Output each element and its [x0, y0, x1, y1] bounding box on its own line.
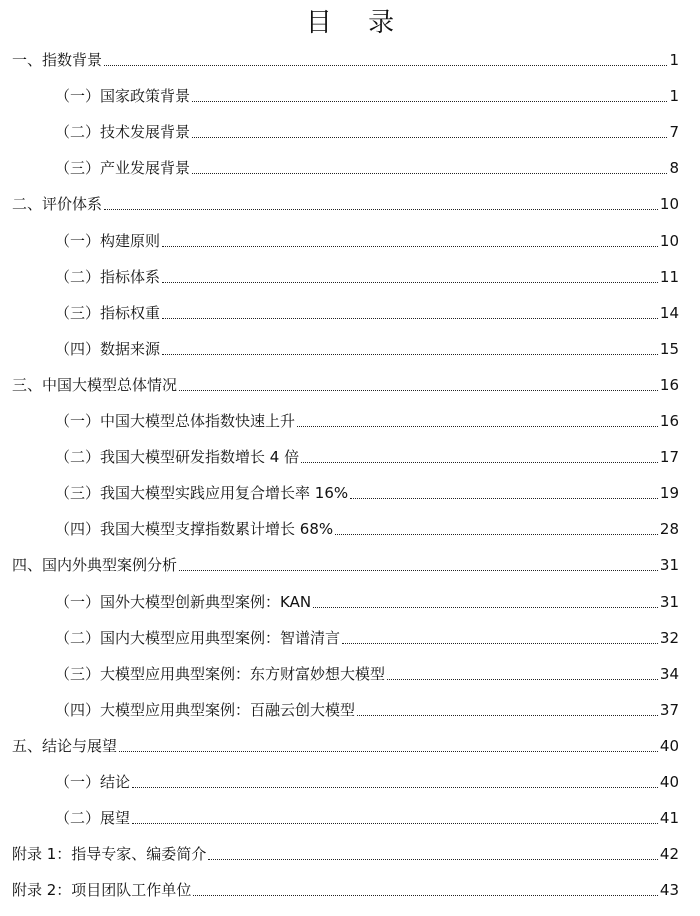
- toc-title: 目 录: [305, 8, 409, 38]
- toc-entry-label: （三）产业发展背景: [55, 159, 191, 178]
- toc-entry[interactable]: [0, 622, 700, 648]
- toc-entry[interactable]: [0, 838, 700, 864]
- toc-entry-label: 五、结论与展望: [12, 736, 118, 755]
- toc-entry-label: （四）我国大模型支撑指数累计增长 68%: [55, 520, 334, 539]
- toc-entry-label: 附录 2：项目团队工作单位: [12, 881, 192, 900]
- toc-page-number: 16: [659, 412, 679, 430]
- toc-page-number: 10: [659, 195, 679, 214]
- toc-page-number: 37: [659, 700, 679, 719]
- toc-entry-label: 一、指数背景: [12, 51, 103, 69]
- toc-page-number: 11: [659, 267, 679, 286]
- toc-page-number: 40: [659, 773, 679, 791]
- toc-entry[interactable]: [0, 152, 700, 178]
- toc-entry-label: （一）结论: [55, 773, 131, 791]
- toc-entry[interactable]: [0, 188, 700, 214]
- toc-page-number: 34: [659, 664, 679, 683]
- toc-page-number: 31: [659, 592, 679, 611]
- toc-entry-label: 二、评价体系: [12, 195, 103, 214]
- toc-page-number: 1: [669, 51, 679, 69]
- toc-entry[interactable]: [0, 694, 700, 720]
- toc-entry[interactable]: [0, 802, 700, 828]
- toc-page-number: 42: [659, 845, 679, 864]
- toc-entry[interactable]: [0, 586, 700, 612]
- toc-dot-leader: [208, 859, 658, 860]
- toc-dot-leader: [162, 354, 658, 355]
- toc-dot-leader: [193, 895, 658, 896]
- toc-entry-label: （四）大模型应用典型案例：百融云创大模型: [55, 700, 356, 719]
- toc-entry-label: （三）大模型应用典型案例：东方财富妙想大模型: [55, 664, 386, 683]
- toc-entry[interactable]: [0, 513, 700, 539]
- toc-dot-leader: [132, 787, 658, 788]
- toc-entry[interactable]: [0, 549, 700, 575]
- toc-entry[interactable]: [0, 441, 700, 467]
- toc-entry[interactable]: [0, 225, 700, 251]
- toc-dot-leader: [179, 570, 658, 571]
- toc-page-number: 28: [659, 520, 679, 539]
- toc-dot-leader: [350, 498, 658, 499]
- toc-page-number: 15: [659, 339, 679, 358]
- toc-entry-label: （一）国外大模型创新典型案例：KAN: [55, 592, 312, 611]
- toc-dot-leader: [162, 246, 658, 247]
- toc-entry[interactable]: [0, 658, 700, 684]
- toc-entry[interactable]: [0, 297, 700, 323]
- toc-page-number: 40: [659, 736, 679, 755]
- toc-entry-label: （一）中国大模型总体指数快速上升: [55, 412, 296, 430]
- toc-entry-label: （三）指标权重: [55, 303, 161, 322]
- toc-page-number: 7: [669, 123, 679, 142]
- toc-dot-leader: [335, 534, 658, 535]
- toc-page-number: 17: [659, 448, 679, 467]
- toc-entry-label: 四、国内外典型案例分析: [12, 556, 178, 575]
- toc-entry-label: （二）技术发展背景: [55, 123, 191, 142]
- toc-entry[interactable]: [0, 369, 700, 395]
- toc-entry[interactable]: [0, 116, 700, 142]
- toc-entry-label: （三）我国大模型实践应用复合增长率 16%: [55, 484, 349, 503]
- toc-dot-leader: [179, 390, 658, 391]
- toc-dot-leader: [104, 209, 658, 210]
- toc-page-number: 14: [659, 303, 679, 322]
- toc-dot-leader: [301, 462, 658, 463]
- toc-dot-leader: [162, 282, 658, 283]
- toc-entry[interactable]: [0, 333, 700, 359]
- toc-entry[interactable]: [0, 261, 700, 287]
- toc-page-number: 8: [669, 159, 679, 178]
- toc-dot-leader: [387, 679, 658, 680]
- toc-dot-leader: [313, 607, 658, 608]
- toc-dot-leader: [357, 715, 658, 716]
- toc-entry-label: （二）指标体系: [55, 267, 161, 286]
- toc-dot-leader: [297, 426, 658, 427]
- toc-dot-leader: [132, 823, 658, 824]
- toc-entry-label: （一）构建原则: [55, 231, 161, 250]
- toc-entry[interactable]: [0, 730, 700, 756]
- toc-dot-leader: [162, 318, 658, 319]
- toc-entry[interactable]: [0, 874, 700, 900]
- toc-entry-label: （一）国家政策背景: [55, 87, 191, 106]
- toc-entry-label: （二）展望: [55, 809, 131, 828]
- toc-dot-leader: [192, 173, 667, 174]
- toc-entry[interactable]: [0, 766, 700, 792]
- toc-page-number: 10: [659, 231, 679, 250]
- toc-entry-label: （四）数据来源: [55, 339, 161, 358]
- toc-page-number: 19: [659, 484, 679, 503]
- toc-entry-label: （二）我国大模型研发指数增长 4 倍: [55, 448, 300, 467]
- toc-dot-leader: [192, 137, 667, 138]
- toc-dot-leader: [192, 101, 667, 102]
- toc-entry[interactable]: [0, 44, 700, 70]
- toc-entry[interactable]: [0, 477, 700, 503]
- toc-dot-leader: [104, 65, 667, 66]
- toc-entry-label: （二）国内大模型应用典型案例：智谱清言: [55, 628, 341, 647]
- toc-page-number: 41: [659, 809, 679, 828]
- toc-entry[interactable]: [0, 405, 700, 431]
- toc-dot-leader: [342, 643, 658, 644]
- toc-page-number: 31: [659, 556, 679, 575]
- toc-entry-label: 三、中国大模型总体情况: [12, 375, 178, 394]
- toc-entry[interactable]: [0, 80, 700, 106]
- toc-dot-leader: [119, 751, 658, 752]
- toc-page-number: 1: [669, 87, 679, 106]
- toc-entry-label: 附录 1：指导专家、编委简介: [12, 845, 207, 864]
- toc-page-number: 43: [659, 881, 679, 900]
- toc-page-number: 16: [659, 375, 679, 394]
- toc-page-number: 32: [659, 628, 679, 647]
